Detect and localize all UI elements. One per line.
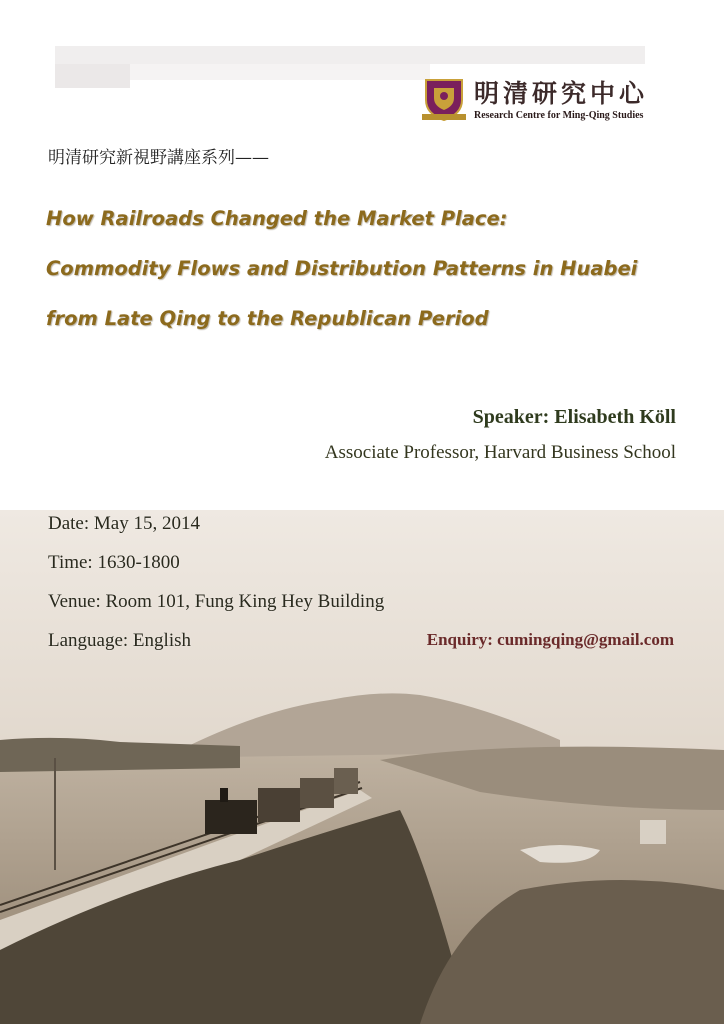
event-language: Language: English: [48, 630, 191, 651]
talk-title-line-1: How Railroads Changed the Market Place:: [46, 207, 508, 230]
university-crest-icon: [420, 76, 468, 122]
lecture-series-label: 明清研究新視野講座系列——: [48, 148, 269, 168]
historic-railroad-photo: [0, 510, 724, 1024]
talk-title-line-3: from Late Qing to the Republican Period: [46, 307, 489, 330]
event-date: Date: May 15, 2014: [48, 513, 200, 534]
event-venue: Venue: Room 101, Fung King Hey Building: [48, 591, 385, 612]
decorative-bar: [55, 64, 130, 88]
talk-title-line-2: Commodity Flows and Distribution Patterns in Huabei: [46, 257, 638, 280]
speaker-affiliation: Associate Professor, Harvard Business School: [324, 442, 676, 463]
decorative-bar: [130, 64, 430, 80]
enquiry-email: Enquiry: cumingqing@gmail.com: [426, 630, 674, 649]
logo-chinese-name: 明清研究中心: [474, 79, 649, 108]
speaker-name: Speaker: Elisabeth Köll: [472, 406, 676, 428]
logo-english-name: Research Centre for Ming-Qing Studies: [474, 110, 644, 121]
event-time: Time: 1630-1800: [48, 552, 180, 573]
centre-logo: [420, 74, 670, 126]
decorative-bar: [55, 46, 645, 64]
